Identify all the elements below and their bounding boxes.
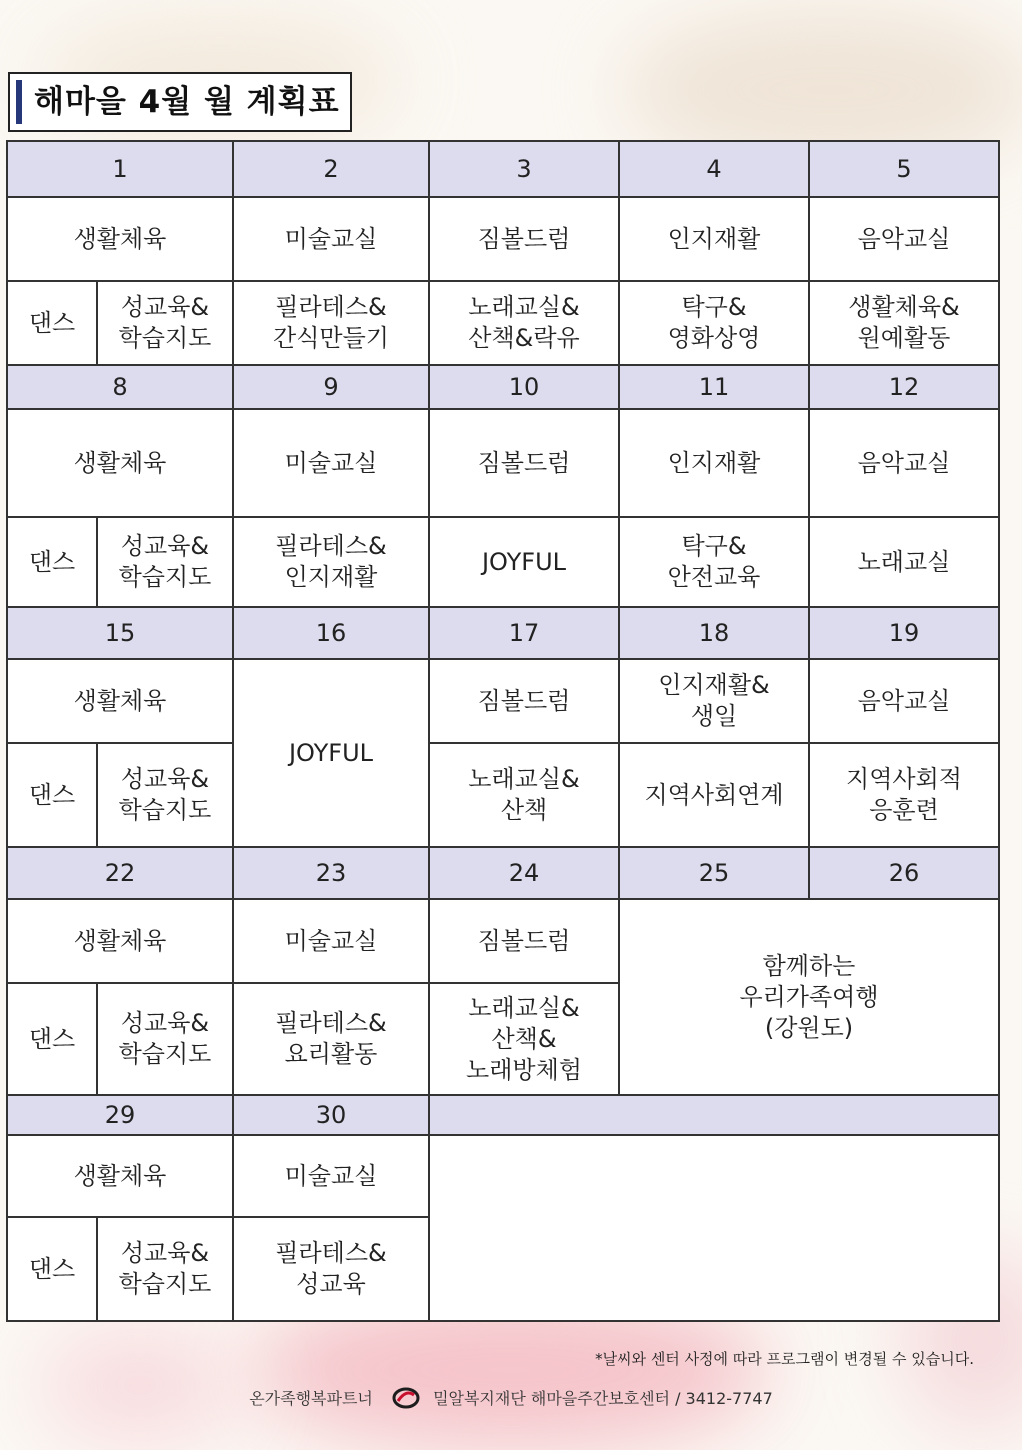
sub-program-cell: 노래교실 <box>809 517 999 607</box>
sub-program-cell: 성교육& 학습지도 <box>97 281 233 365</box>
sub-program-cell: 댄스 <box>7 1217 97 1321</box>
sub-program-cell: 댄스 <box>7 983 97 1095</box>
program-cell: 인지재활 <box>619 409 809 517</box>
week-3-sub-program-row <box>7 743 999 847</box>
week-2-sub-program-row <box>7 517 999 607</box>
day-number: 11 <box>619 365 809 409</box>
program-cell: 짐볼드럼 <box>429 899 619 983</box>
program-cell: 생활체육 <box>7 1135 233 1217</box>
sub-program-cell: 노래교실& 산책 <box>429 743 619 847</box>
program-cell: 미술교실 <box>233 1135 429 1217</box>
program-cell: 생활체육 <box>7 899 233 983</box>
page-title-box <box>8 72 352 132</box>
day-number: 12 <box>809 365 999 409</box>
program-cell: 생활체육 <box>7 659 233 743</box>
day-number: 30 <box>233 1095 429 1135</box>
program-cell: 미술교실 <box>233 197 429 281</box>
week-2-program-row <box>7 409 999 517</box>
program-cell-joyful: JOYFUL <box>233 659 429 847</box>
day-number: 29 <box>7 1095 233 1135</box>
sub-program-cell: 성교육& 학습지도 <box>97 1217 233 1321</box>
sub-program-cell: 탁구& 안전교육 <box>619 517 809 607</box>
sub-program-cell: 댄스 <box>7 281 97 365</box>
sub-program-cell: 필라테스& 요리활동 <box>233 983 429 1095</box>
sub-program-cell: JOYFUL <box>429 517 619 607</box>
day-number: 8 <box>7 365 233 409</box>
day-number: 17 <box>429 607 619 659</box>
day-number: 4 <box>619 141 809 197</box>
sub-program-cell: 지역사회적 응훈련 <box>809 743 999 847</box>
program-cell: 인지재활& 생일 <box>619 659 809 743</box>
partner-label: 온가족행복파트너 <box>249 1389 373 1408</box>
week-5-program-row <box>7 1135 999 1217</box>
day-number: 10 <box>429 365 619 409</box>
program-cell: 음악교실 <box>809 409 999 517</box>
day-number: 24 <box>429 847 619 899</box>
day-number: 2 <box>233 141 429 197</box>
sub-program-cell: 성교육& 학습지도 <box>97 743 233 847</box>
week-3-header-row <box>7 607 999 659</box>
sub-program-cell: 댄스 <box>7 517 97 607</box>
program-cell: 미술교실 <box>233 409 429 517</box>
program-cell: 음악교실 <box>809 197 999 281</box>
week-1-sub-program-row <box>7 281 999 365</box>
program-cell: 짐볼드럼 <box>429 409 619 517</box>
sub-program-cell: 댄스 <box>7 743 97 847</box>
week-4-program-row <box>7 899 999 983</box>
day-number: 9 <box>233 365 429 409</box>
week-5-header-row <box>7 1095 999 1135</box>
day-number: 23 <box>233 847 429 899</box>
day-number: 25 <box>619 847 809 899</box>
sub-program-cell: 필라테스& 인지재활 <box>233 517 429 607</box>
week-1-program-row <box>7 197 999 281</box>
sub-program-cell: 지역사회연계 <box>619 743 809 847</box>
week-3-program-row <box>7 659 999 743</box>
empty-cell <box>429 1135 999 1321</box>
program-cell: 생활체육 <box>7 409 233 517</box>
footer <box>0 1386 1022 1409</box>
program-cell: 짐볼드럼 <box>429 197 619 281</box>
day-number: 3 <box>429 141 619 197</box>
change-notice: *날씨와 센터 사정에 따라 프로그램이 변경될 수 있습니다. <box>595 1350 974 1368</box>
day-number: 19 <box>809 607 999 659</box>
day-number: 15 <box>7 607 233 659</box>
monthly-schedule-table <box>6 140 1000 1322</box>
program-cell: 음악교실 <box>809 659 999 743</box>
week-2-header-row <box>7 365 999 409</box>
title-accent-bar <box>16 80 22 124</box>
family-trip-cell: 함께하는 우리가족여행 (강원도) <box>619 899 999 1095</box>
sub-program-cell: 필라테스& 성교육 <box>233 1217 429 1321</box>
organization-label: 밀알복지재단 해마을주간보호센터 / 3412-7747 <box>433 1389 773 1408</box>
sub-program-cell: 탁구& 영화상영 <box>619 281 809 365</box>
day-number: 18 <box>619 607 809 659</box>
empty-header-cell <box>429 1095 999 1135</box>
day-number: 16 <box>233 607 429 659</box>
day-number: 22 <box>7 847 233 899</box>
day-number: 5 <box>809 141 999 197</box>
sub-program-cell: 노래교실& 산책& 노래방체험 <box>429 983 619 1095</box>
week-1-header-row <box>7 141 999 197</box>
page-title: 해마을 4월 월 계획표 <box>34 84 340 120</box>
program-cell: 생활체육 <box>7 197 233 281</box>
program-cell: 미술교실 <box>233 899 429 983</box>
sub-program-cell: 성교육& 학습지도 <box>97 517 233 607</box>
sub-program-cell: 필라테스& 간식만들기 <box>233 281 429 365</box>
day-number: 1 <box>7 141 233 197</box>
foundation-logo-icon <box>392 1387 420 1409</box>
sub-program-cell: 성교육& 학습지도 <box>97 983 233 1095</box>
day-number: 26 <box>809 847 999 899</box>
program-cell: 짐볼드럼 <box>429 659 619 743</box>
program-cell: 인지재활 <box>619 197 809 281</box>
sub-program-cell: 노래교실& 산책&락유 <box>429 281 619 365</box>
sub-program-cell: 생활체육& 원예활동 <box>809 281 999 365</box>
week-4-header-row <box>7 847 999 899</box>
